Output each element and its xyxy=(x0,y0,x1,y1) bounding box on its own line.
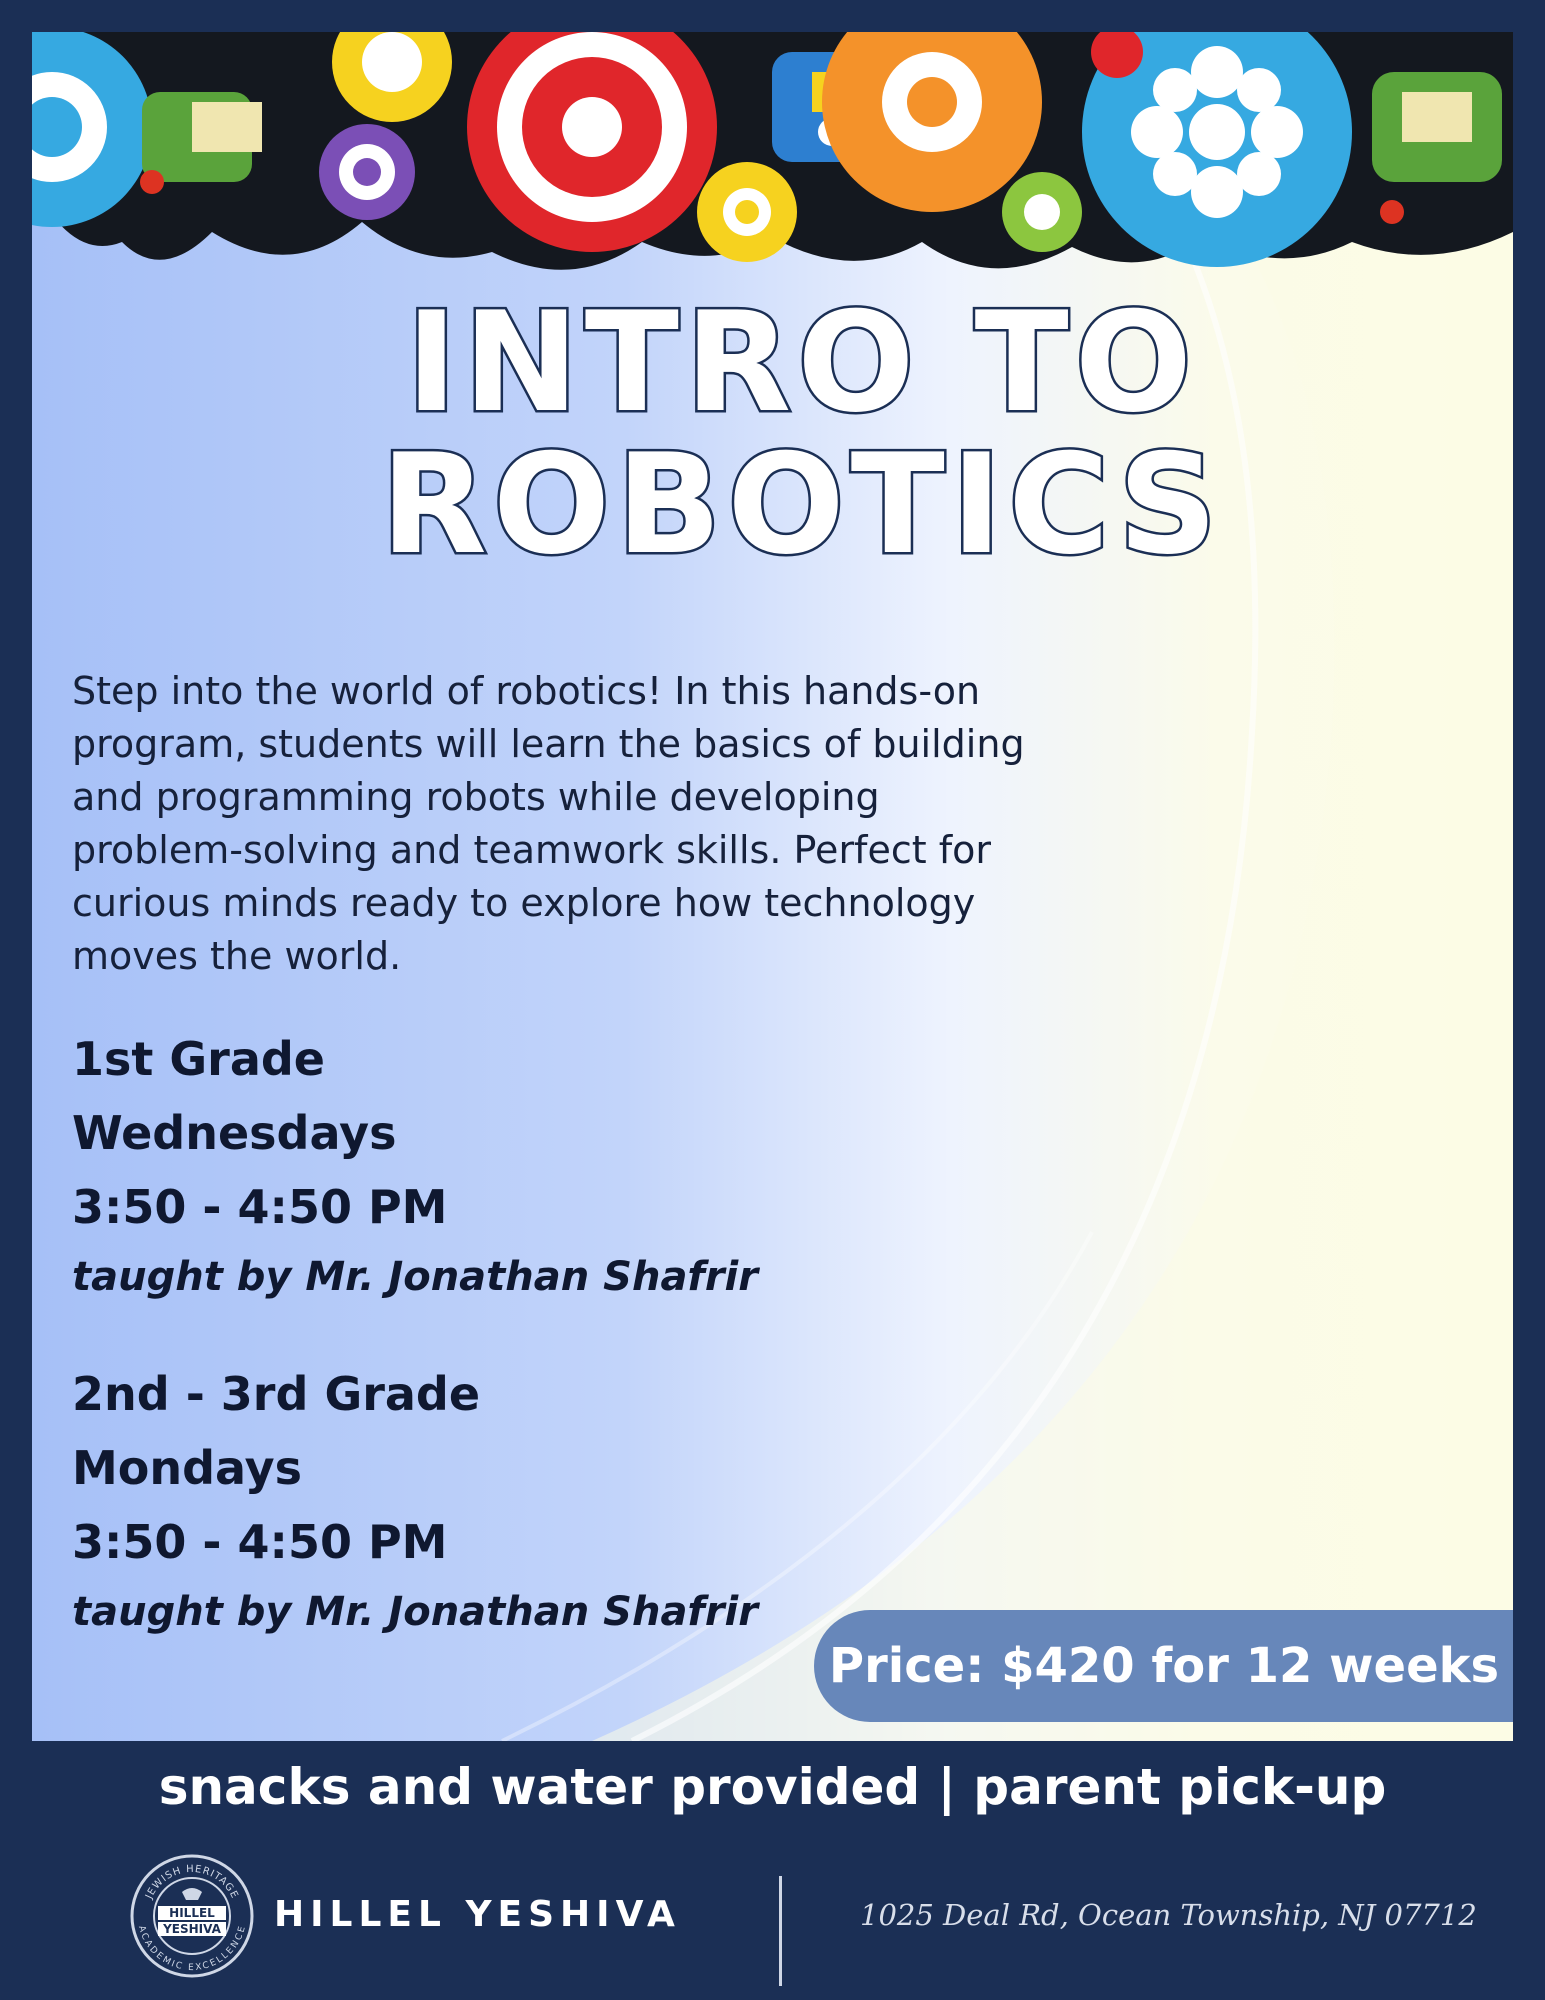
session-2nd-3rd-grade xyxy=(72,1357,972,1645)
school-address: 1025 Deal Rd, Ocean Township, NJ 07712 xyxy=(860,1898,1477,1932)
gear-icon xyxy=(1002,172,1082,252)
session-time: 3:50 - 4:50 PM xyxy=(72,1180,448,1234)
gear-icon xyxy=(319,124,415,220)
session-time: 3:50 - 4:50 PM xyxy=(72,1515,448,1569)
gear-icon xyxy=(697,162,797,262)
title-line-1: INTRO TO xyxy=(405,282,1199,443)
intro-paragraph xyxy=(72,665,1192,983)
intro-line: curious minds ready to explore how technology xyxy=(72,881,976,925)
seal-center-line-2: YESHIVA xyxy=(163,1922,221,1936)
seal-center-line-1: HILLEL xyxy=(169,1906,215,1920)
flyer-panel xyxy=(32,32,1513,1741)
school-name: HILLEL YESHIVA xyxy=(274,1894,681,1935)
session-grade: 1st Grade xyxy=(72,1032,325,1086)
session-1st-grade xyxy=(72,1022,972,1310)
intro-line: moves the world. xyxy=(72,934,402,978)
page-title xyxy=(332,282,1272,585)
session-teacher: taught by Mr. Jonathan Shafrir xyxy=(72,1589,758,1635)
session-teacher: taught by Mr. Jonathan Shafrir xyxy=(72,1254,758,1300)
seal-top-text: JEWISH HERITAGE xyxy=(143,1863,241,1901)
session-day: Wednesdays xyxy=(72,1106,397,1160)
gears-banner xyxy=(32,32,1513,292)
price-badge: Price: $420 for 12 weeks xyxy=(814,1610,1513,1722)
school-seal-icon xyxy=(128,1852,256,1980)
session-day: Mondays xyxy=(72,1441,303,1495)
intro-line: and programming robots while developing xyxy=(72,775,880,819)
intro-line: Step into the world of robotics! In this hands-on xyxy=(72,669,981,713)
footer-divider xyxy=(779,1876,782,1986)
session-grade: 2nd - 3rd Grade xyxy=(72,1367,481,1421)
footer-note: snacks and water provided | parent pick-up xyxy=(158,1758,1387,1816)
robot-icon xyxy=(140,92,262,194)
seal-bottom-text: ACADEMIC EXCELLENCE xyxy=(136,1924,248,1974)
intro-line: problem-solving and teamwork skills. Perfect for xyxy=(72,828,991,872)
title-line-2: ROBOTICS xyxy=(380,424,1224,585)
intro-line: program, students will learn the basics of building xyxy=(72,722,1025,766)
